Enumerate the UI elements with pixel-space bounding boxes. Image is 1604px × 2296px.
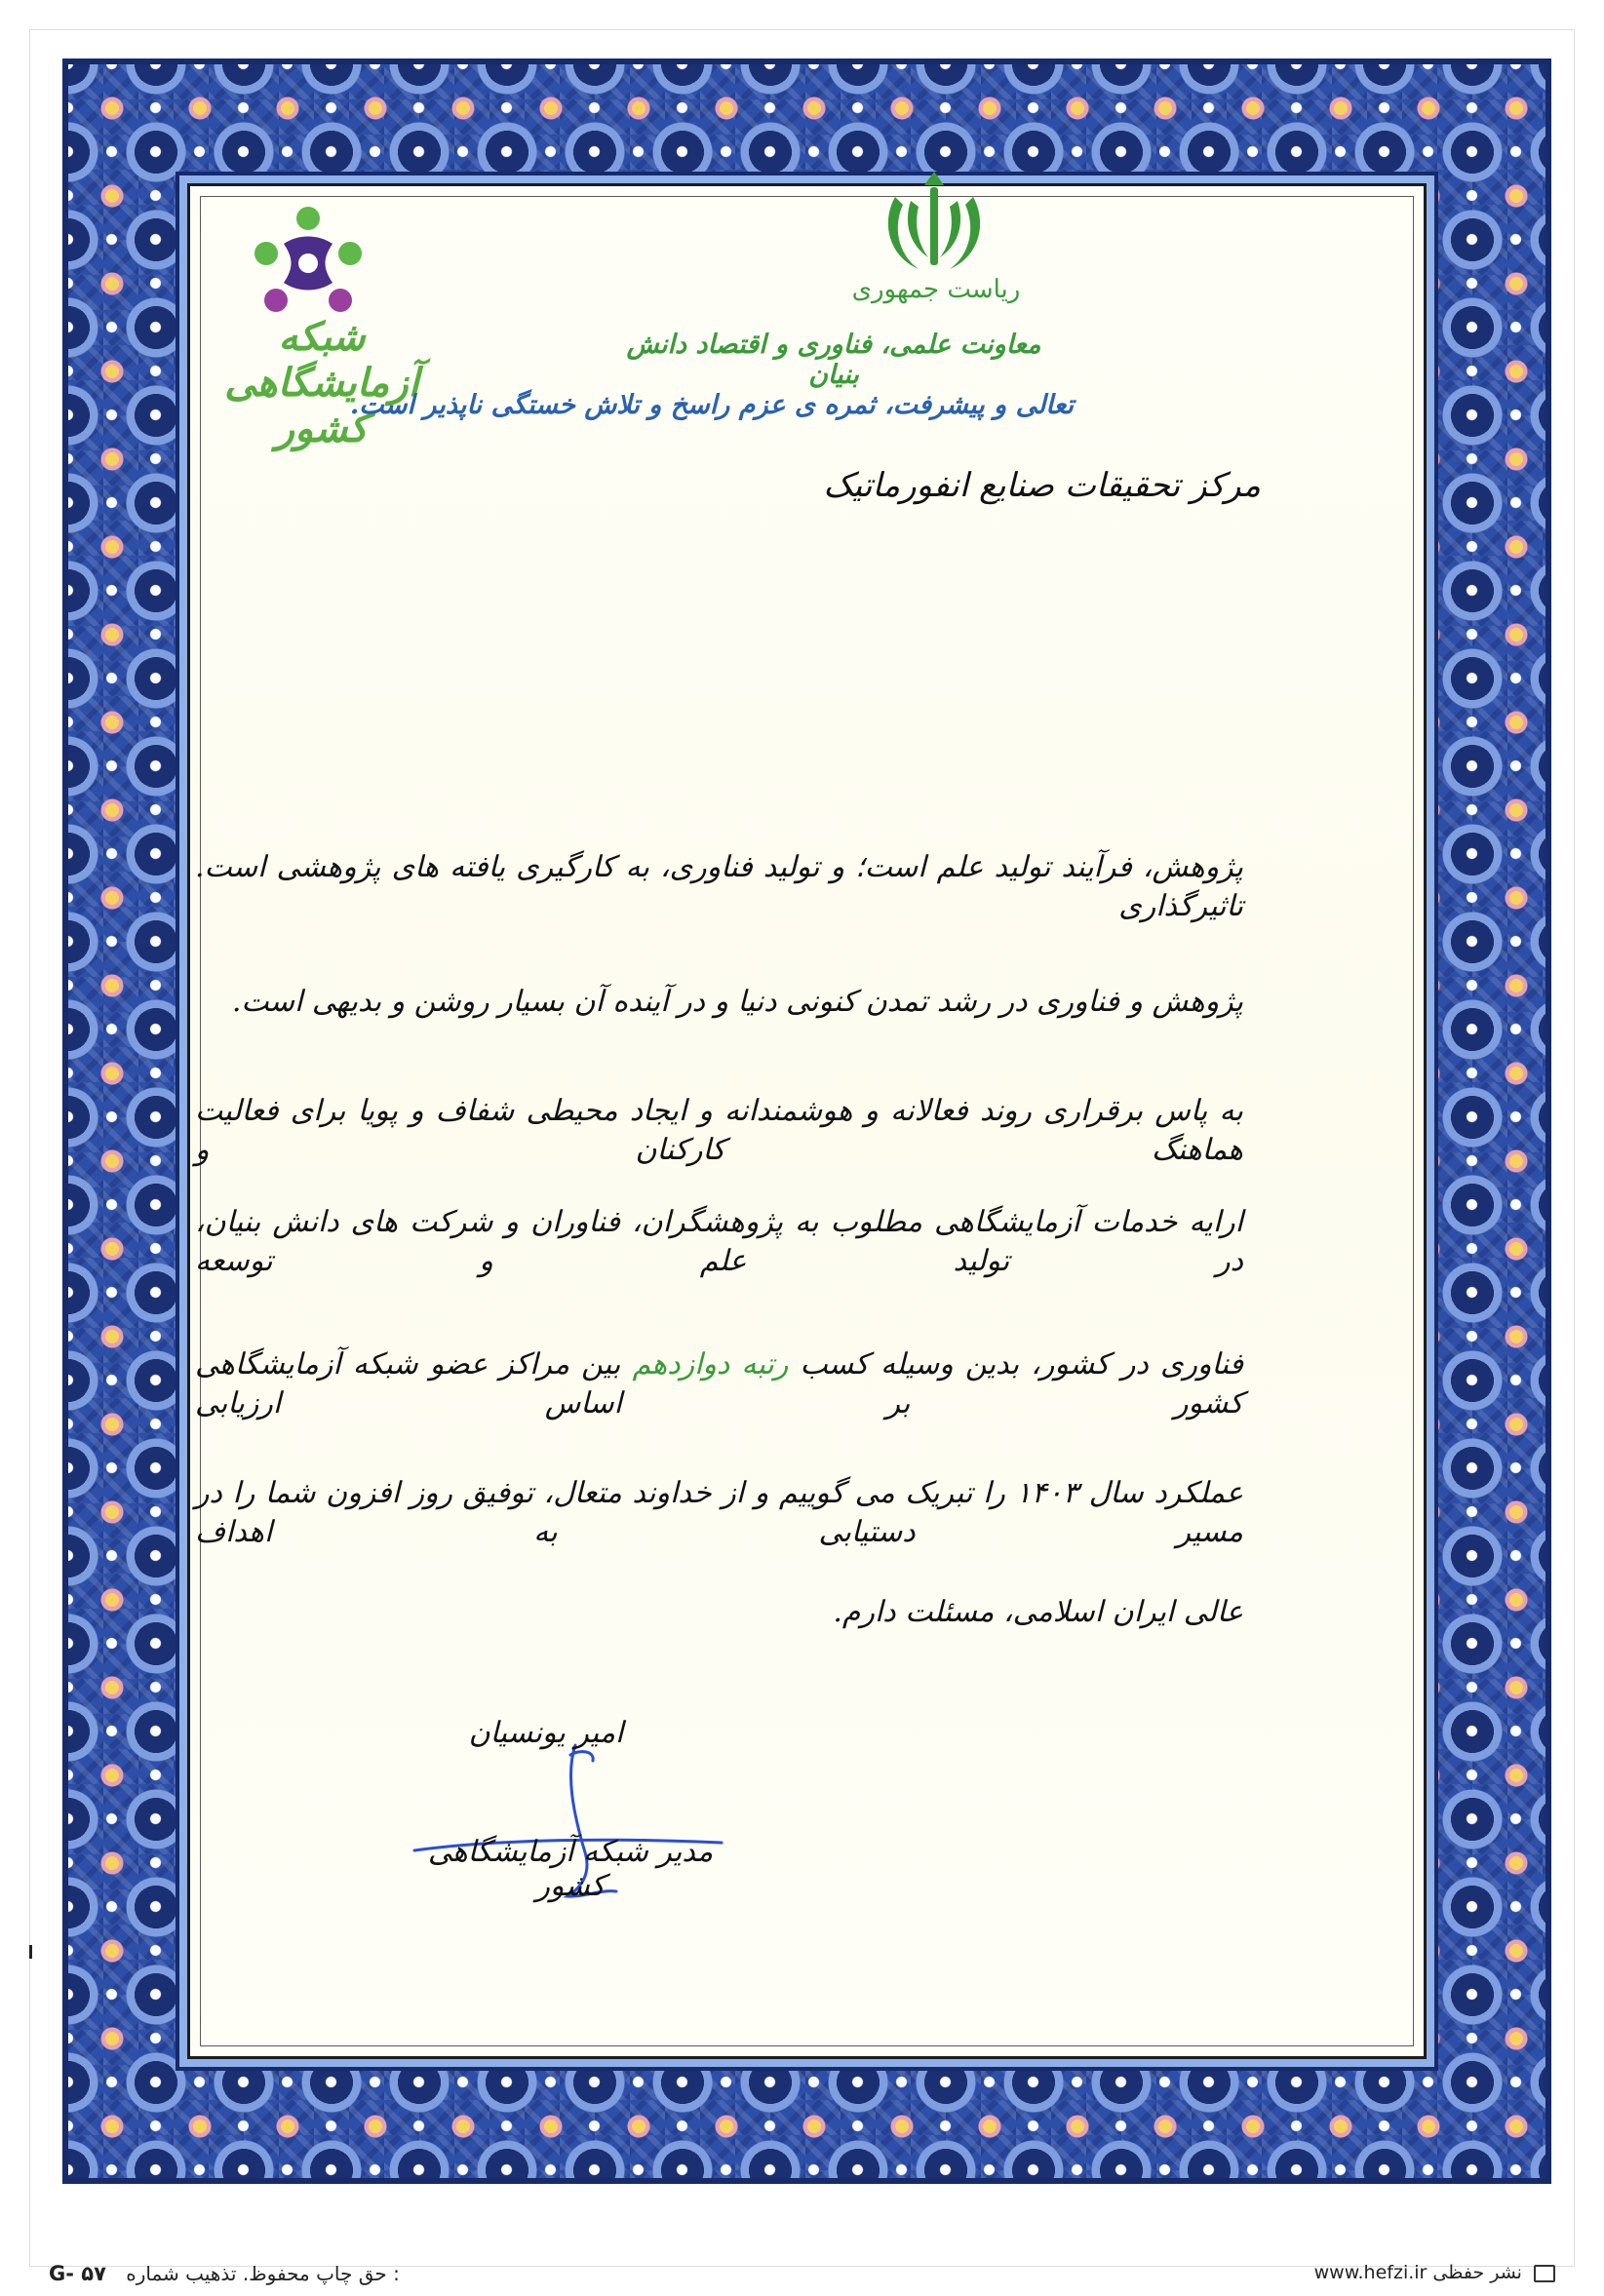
body-line: ارایه خدمات آزمایشگاهی مطلوب به پژوهشگران، فناوران و شرکت های دانش بنیان، در تولید علم و توسعه	[195, 1205, 1243, 1278]
ornament-code: G- ۵۷	[49, 2262, 106, 2285]
body-line: عملکرد سال ۱۴۰۳ را تبریک می گوییم و از خداوند متعال، توفیق روز افزون شما را در مسیر دستیابی به اهداف	[195, 1476, 1243, 1549]
copyright-text: حق چاپ محفوظ. تذهیب شماره :	[126, 2262, 400, 2285]
publisher-name: نشر حفظی	[1432, 2262, 1522, 2283]
presidency-title: ریاست جمهوری	[851, 275, 1021, 304]
motto: تعالی و پیشرفت، ثمره ی عزم راسخ و تلاش خستگی ناپذیر است.	[349, 390, 1075, 420]
lab-network-logo-icon	[245, 205, 372, 322]
lab-network-title: شبکه آزمایشگاهی کشور	[224, 314, 419, 451]
body-line: به پاس برقراری روند فعالانه و هوشمندانه و ایجاد محیطی شفاف و پویا برای فعالیت هماهنگ کارکنان و	[195, 1094, 1243, 1167]
iran-emblem-icon	[874, 168, 995, 289]
rank-highlight: رتبه دوازدهم	[632, 1347, 789, 1381]
signatory-name: امیر یونسیان	[468, 1716, 624, 1750]
body-line-with-rank	[195, 1345, 1243, 1423]
body-line: پژوهش، فرآیند تولید علم است؛ و تولید فناوری، به کارگیری یافته های پژوهشی است. تاثیرگذاری	[195, 850, 1243, 923]
scan-mark	[29, 1945, 32, 1959]
footer-copyright	[49, 2262, 556, 2285]
publisher-url: www.hefzi.ir	[1313, 2262, 1428, 2283]
footer-publisher	[1204, 2262, 1555, 2283]
body-line: عالی ایران اسلامی، مسئلت دارم.	[833, 1595, 1243, 1629]
signatory-title: مدیر شبکه آزمایشگاهی کشور	[427, 1835, 714, 1903]
body-text-segment: فناوری در کشور، بدین وسیله کسب	[800, 1347, 1243, 1381]
vice-presidency-title: معاونت علمی، فناوری و اقتصاد دانش بنیان	[626, 330, 1041, 390]
body-line: پژوهش و فناوری در رشد تمدن کنونی دنیا و در آینده آن بسیار روشن و بدیهی است.	[231, 985, 1243, 1019]
body-text-segment: بین مراکز عضو شبکه آزمایشگاهی کشور بر اساس ارزیابی	[195, 1347, 1243, 1420]
book-icon	[1534, 2265, 1555, 2282]
recipient-name: مرکز تحقیقات صنایع انفورماتیک	[823, 466, 1261, 505]
